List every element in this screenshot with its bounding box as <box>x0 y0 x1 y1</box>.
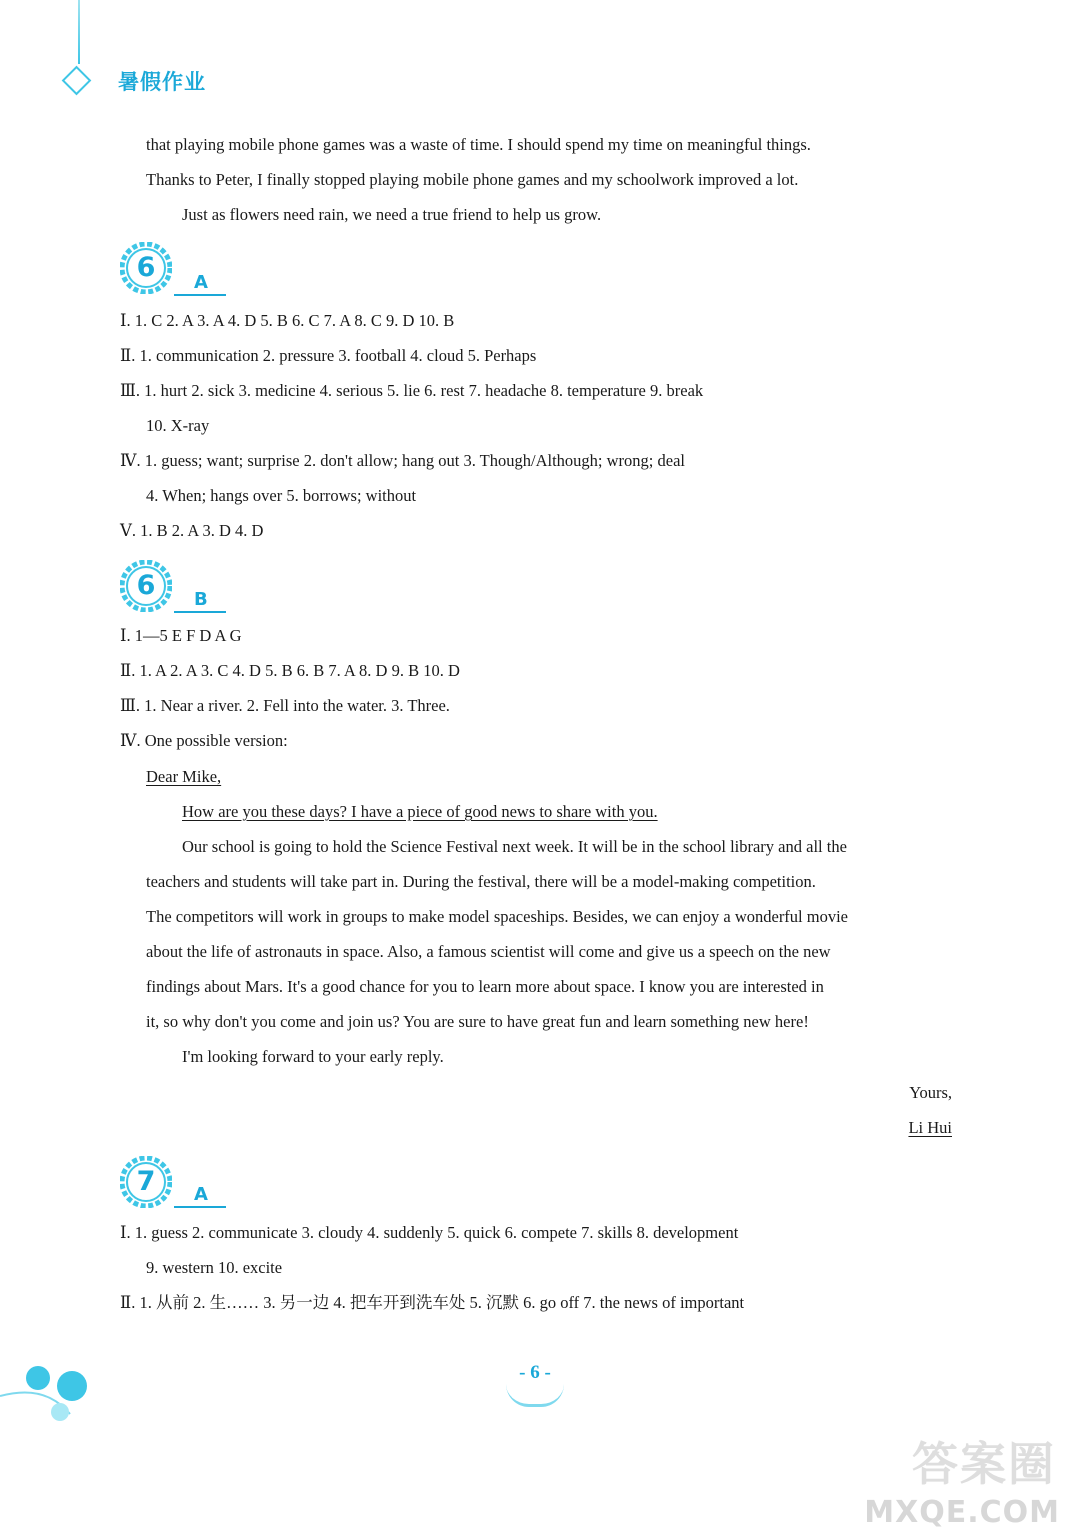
answer-line: Ⅳ. One possible version: <box>120 731 288 750</box>
watermark-cn: 答案圈 <box>912 1437 1056 1491</box>
page-number: - 6 - <box>519 1362 551 1383</box>
section-number: 6 <box>136 252 156 283</box>
section-number: 7 <box>136 1166 156 1197</box>
answer-line: Ⅴ. 1. B 2. A 3. D 4. D <box>120 521 264 540</box>
intro-line: Just as flowers need rain, we need a true friend to help us grow. <box>182 205 602 224</box>
watermark-url: MXQE.COM <box>864 1495 1060 1530</box>
letter-body-line: teachers and students will take part in. During the festival, there will be a model-making competition. <box>146 872 816 891</box>
letter-body-line: Our school is going to hold the Science Festival next week. It will be in the school library and all the <box>182 837 847 856</box>
answer-line: Ⅱ. 1. communication 2. pressure 3. football 4. cloud 5. Perhaps <box>120 346 537 365</box>
letter-greeting: Dear Mike, <box>146 767 222 786</box>
section-letter: B <box>194 589 208 610</box>
answer-line: Ⅱ. 1. A 2. A 3. C 4. D 5. B 6. B 7. A 8. D 9. B 10. D <box>120 661 460 680</box>
section-badge-6b <box>120 560 172 612</box>
header-title: 暑假作业 <box>118 70 206 94</box>
answer-line: Ⅲ. 1. Near a river. 2. Fell into the water. 3. Three. <box>120 696 450 715</box>
section-badge-6a <box>120 242 172 294</box>
letter-opening: How are you these days? I have a piece of good news to share with you. <box>182 802 658 821</box>
intro-line: that playing mobile phone games was a waste of time. I should spend my time on meaningful things. <box>146 135 811 154</box>
letter-body-line: findings about Mars. It's a good chance for you to learn more about space. I know you are interested in <box>146 977 824 996</box>
section-number: 6 <box>136 570 156 601</box>
answer-line: 4. When; hangs over 5. borrows; without <box>146 486 417 505</box>
answer-line: 10. X-ray <box>146 416 210 435</box>
letter-body-line: The competitors will work in groups to make model spaceships. Besides, we can enjoy a wonderful movie <box>146 907 849 926</box>
answer-line: Ⅳ. 1. guess; want; surprise 2. don't allow; hang out 3. Though/Although; wrong; deal <box>120 451 685 470</box>
branch-decoration-icon <box>0 1358 110 1428</box>
answer-line: Ⅰ. 1. C 2. A 3. A 4. D 5. B 6. C 7. A 8. C 9. D 10. B <box>120 311 455 330</box>
watermark-logo <box>864 1400 1060 1530</box>
answer-line: Ⅰ. 1. guess 2. communicate 3. cloudy 4. suddenly 5. quick 6. compete 7. skills 8. development <box>120 1223 739 1242</box>
section-badge-7a <box>120 1156 172 1208</box>
section-underline <box>174 611 226 613</box>
diamond-icon <box>62 66 92 96</box>
section-underline <box>174 294 226 296</box>
answer-line: Ⅲ. 1. hurt 2. sick 3. medicine 4. serious 5. lie 6. rest 7. headache 8. temperature 9. break <box>120 381 704 400</box>
letter-body-line: it, so why don't you come and join us? You are sure to have great fun and learn something new here! <box>146 1012 809 1031</box>
letter-body-line: about the life of astronauts in space. Also, a famous scientist will come and give us a speech on the new <box>146 942 831 961</box>
answer-line: Ⅱ. 1. 从前 2. 生…… 3. 另一边 4. 把车开到洗车处 5. 沉默 6. go off 7. the news of important <box>120 1293 745 1312</box>
answer-line: 9. western 10. excite <box>146 1258 283 1277</box>
section-letter: A <box>194 272 208 293</box>
answer-line: Ⅰ. 1—5 E F D A G <box>120 626 242 645</box>
intro-line: Thanks to Peter, I finally stopped playing mobile phone games and my schoolwork improved a lot. <box>146 170 799 189</box>
letter-closing: Yours, <box>909 1083 952 1102</box>
letter-signature: Li Hui <box>908 1118 952 1137</box>
section-letter: A <box>194 1184 208 1205</box>
letter-body-line: I'm looking forward to your early reply. <box>182 1047 444 1066</box>
section-underline <box>174 1206 226 1208</box>
page-number-arc <box>506 1384 564 1407</box>
header-rule <box>78 0 80 64</box>
